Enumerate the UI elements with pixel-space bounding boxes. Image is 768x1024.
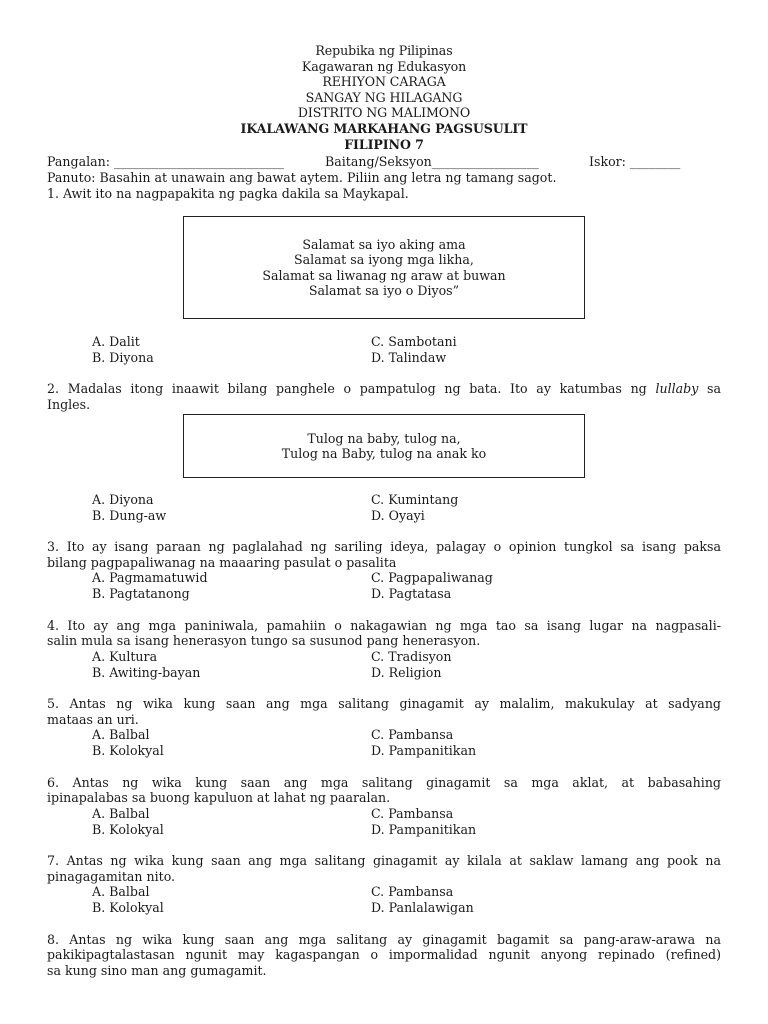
header-district: DISTRITO NG MALIMONO <box>297 105 471 121</box>
q4-choice-a: A. Kultura <box>92 649 158 664</box>
q2-choice-b: B. Dung-aw <box>92 508 167 523</box>
header-department: Kagawaran ng Edukasyon <box>301 58 467 74</box>
poem-line: Salamat sa iyo o Diyos” <box>308 282 460 298</box>
q5-choice-c: C. Pambansa <box>371 727 454 742</box>
score-field: Iskor: ________ <box>589 154 681 169</box>
question-5-line-2: mataas an uri. <box>47 712 139 727</box>
poem-line: Salamat sa iyong mga likha, <box>294 252 474 268</box>
q4-choice-d: D. Religion <box>371 665 442 680</box>
question-6-line-2: ipinapalabas sa buong kapuluon at lahat ng paaralan. <box>47 790 391 805</box>
question-8-line-2: pakikipagtalastasan ngunit may kagaspangan o impormalidad ngunit anyong repinado (refined) <box>47 947 721 962</box>
instructions: Panuto: Basahin at unawain ang bawat aytem. Piliin ang letra ng tamang sagot. <box>47 170 557 185</box>
question-7-line-2: pinagagamitan nito. <box>47 869 176 884</box>
q7-choice-b: B. Kolokyal <box>92 900 164 915</box>
q2-text-b: sa <box>707 381 721 396</box>
question-3-line-2: bilang pagpapaliwanag na maaaring pasulat o pasalita <box>47 555 397 570</box>
lyric-line: Tulog na Baby, tulog na anak ko <box>281 446 487 461</box>
name-field: Pangalan: ___________________________ <box>47 154 285 169</box>
question-1-text: 1. Awit ito na nagpapakita ng pagka dakila sa Maykapal. <box>47 186 409 201</box>
q2-choice-d: D. Oyayi <box>371 508 425 523</box>
q6-choice-a: A. Balbal <box>92 806 150 821</box>
header-region: REHIYON CARAGA <box>322 74 446 90</box>
q1-choice-b: B. Diyona <box>92 350 154 365</box>
document-header <box>0 43 768 152</box>
q6-choice-c: C. Pambansa <box>371 806 454 821</box>
q3-choice-b: B. Pagtatanong <box>92 586 190 601</box>
question-2-line-1 <box>47 381 721 397</box>
q5-choice-b: B. Kolokyal <box>92 743 164 758</box>
question-3-line-1: 3. Ito ay isang paraan ng paglalahad ng sariling ideya, palagay o opinion tungkol sa isang paksa <box>47 539 721 554</box>
poem-line: Salamat sa liwanag ng araw at buwan <box>262 267 506 283</box>
q3-choice-c: C. Pagpapaliwanag <box>371 570 493 585</box>
question-2-line-2: Ingles. <box>47 397 91 412</box>
poem-line: Salamat sa iyo aking ama <box>302 236 466 252</box>
q2-choice-c: C. Kumintang <box>371 492 459 507</box>
q6-choice-b: B. Kolokyal <box>92 822 164 837</box>
q7-choice-c: C. Pambansa <box>371 884 454 899</box>
q6-choice-d: D. Pampanitikan <box>371 822 477 837</box>
q5-choice-d: D. Pampanitikan <box>371 743 477 758</box>
question-5-line-1: 5. Antas ng wika kung saan ang mga salitang ginagamit ay malalim, makukulay at sadyang <box>47 696 721 711</box>
q2-text-italic: lullaby <box>655 381 699 396</box>
exam-title: IKALAWANG MARKAHANG PAGSUSULIT <box>240 120 528 136</box>
section-field: Baitang/Seksyon_________________ <box>325 154 539 169</box>
header-division: SANGAY NG HILAGANG <box>305 89 463 105</box>
q7-choice-d: D. Panlalawigan <box>371 900 474 915</box>
q4-choice-c: C. Tradisyon <box>371 649 452 664</box>
q3-choice-a: A. Pagmamatuwid <box>92 570 208 585</box>
q5-choice-a: A. Balbal <box>92 727 150 742</box>
question-7-line-1: 7. Antas ng wika kung saan ang mga salitang ginagamit ay kilala at saklaw lamang ang pook na <box>47 853 721 868</box>
question-1-poem-box <box>183 216 585 319</box>
q2-choice-a: A. Diyona <box>92 492 154 507</box>
q7-choice-a: A. Balbal <box>92 884 150 899</box>
exam-subject: FILIPINO 7 <box>344 136 424 152</box>
q1-choice-a: A. Dalit <box>92 334 140 349</box>
q1-choice-c: C. Sambotani <box>371 334 457 349</box>
question-6-line-1: 6. Antas ng wika kung saan ang mga salitang ginagamit sa mga aklat, at babasahing <box>47 775 721 790</box>
question-8-line-3: sa kung sino man ang gumagamit. <box>47 963 267 978</box>
q1-choice-d: D. Talindaw <box>371 350 447 365</box>
header-republic: Repubika ng Pilipinas <box>315 43 453 58</box>
q3-choice-d: D. Pagtatasa <box>371 586 452 601</box>
lyric-line: Tulog na baby, tulog na, <box>307 430 461 446</box>
question-4-line-2: salin mula sa isang henerasyon tungo sa susunod pang henerasyon. <box>47 633 481 648</box>
question-2-lyric-box <box>183 414 585 478</box>
question-4-line-1: 4. Ito ay ang mga paniniwala, pamahiin o nakagawian ng mga tao sa isang lugar na nagpasali- <box>47 618 721 633</box>
q4-choice-b: B. Awiting-bayan <box>92 665 201 680</box>
q2-text-a: 2. Madalas itong inaawit bilang panghele o pampatulog ng bata. Ito ay katumbas ng <box>47 381 647 396</box>
question-8-line-1: 8. Antas ng wika kung saan ang mga salitang ay ginagamit bagamit sa pang-araw-arawa na <box>47 932 721 947</box>
